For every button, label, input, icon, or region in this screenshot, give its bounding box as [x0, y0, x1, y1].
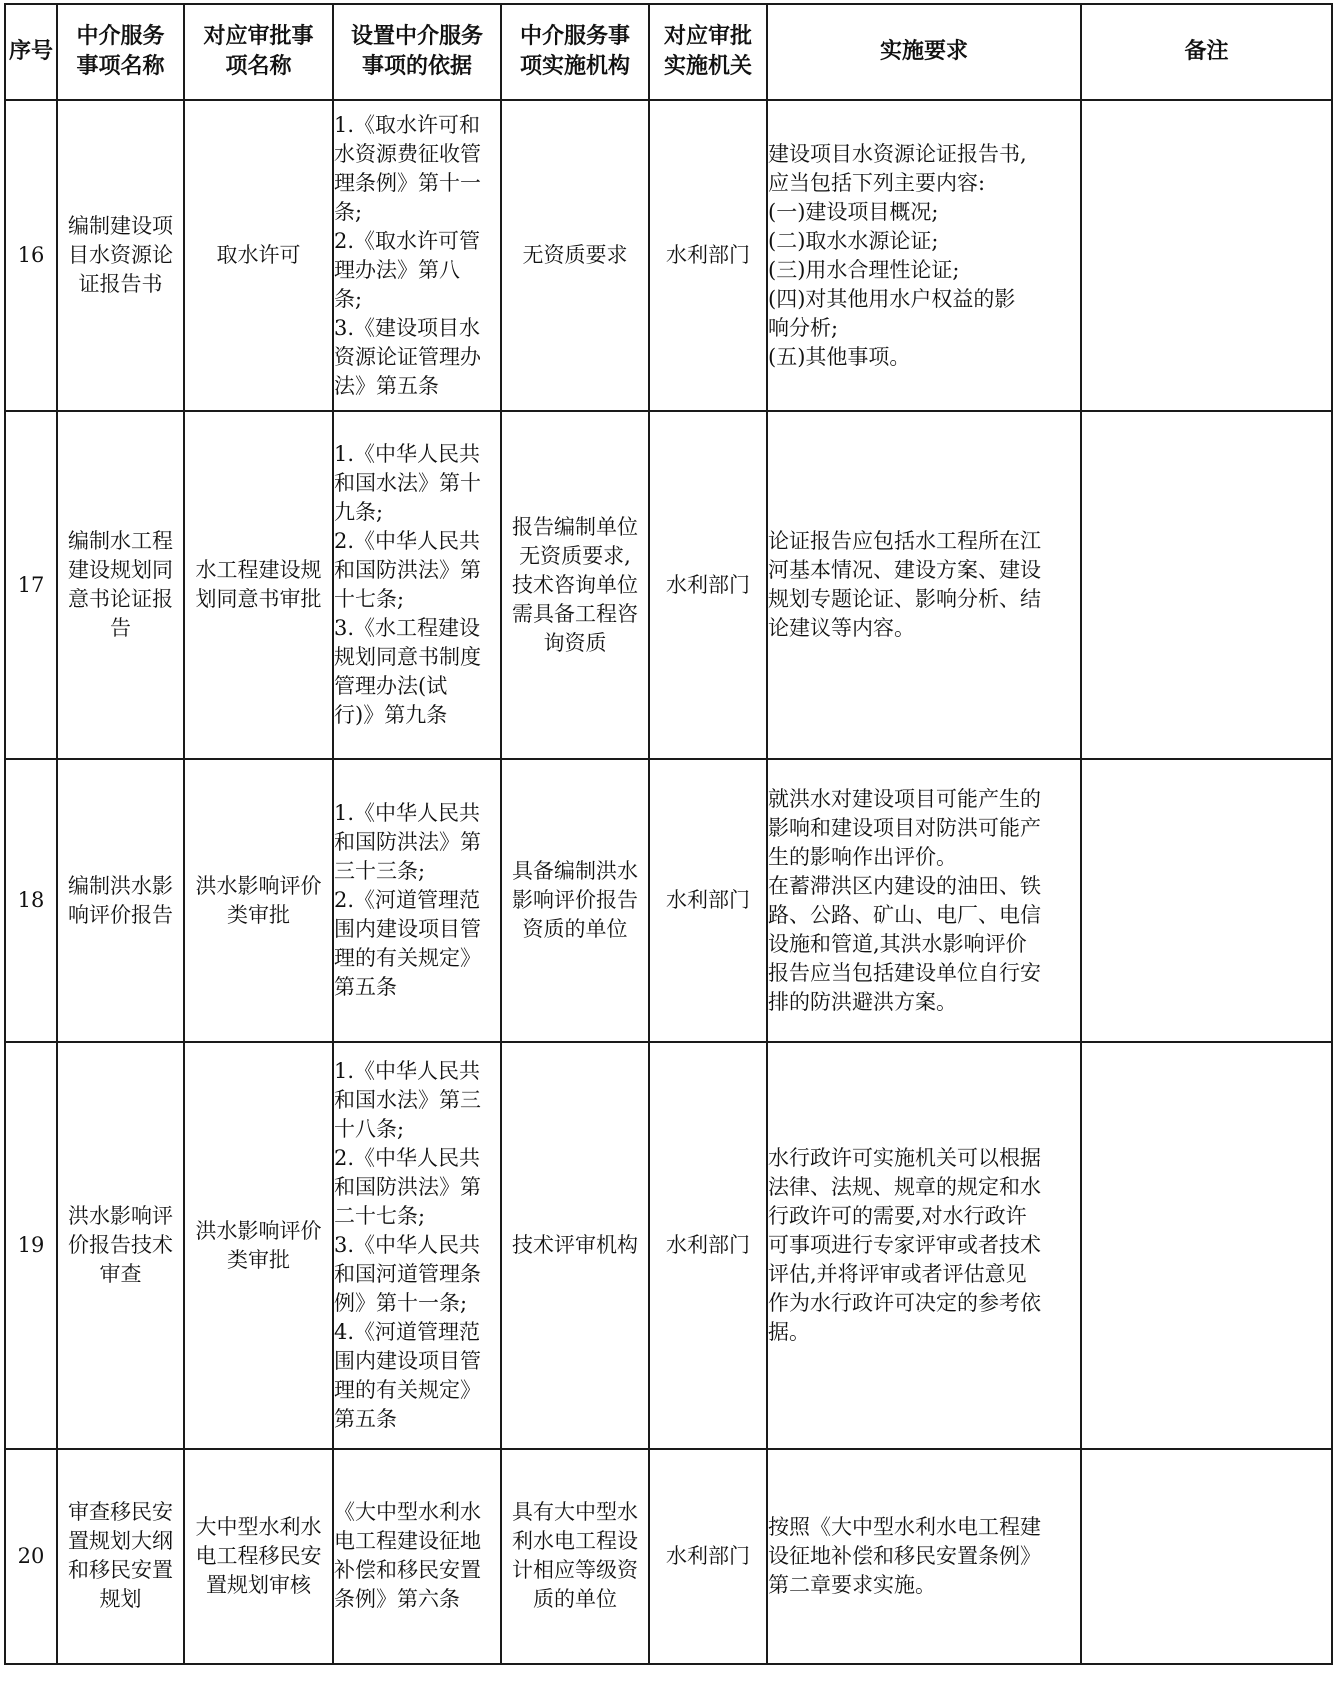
table-row [5, 759, 1332, 1043]
row-approval-name: 大中型水利水 电工程移民安 置规划审核 [184, 1449, 333, 1664]
header-service-name: 中介服务 事项名称 [57, 4, 184, 100]
row-agency: 具有大中型水 利水电工程设 计相应等级资 质的单位 [501, 1449, 649, 1664]
header-approval-name: 对应审批事 项名称 [184, 4, 333, 100]
row-requirement: 就洪水对建设项目可能产生的 影响和建设项目对防洪可能产 生的影响作出评价。 在蓄滞洪区内建设的油田、铁 路、公路、矿山、电厂、电信 设施和管道,其洪水影响评价 报告应当包括建设单位自行安 排的防洪避洪方案。 [767, 759, 1081, 1043]
row-basis: 1.《中华人民共 和国防洪法》第 三十三条; 2.《河道管理范 围内建设项目管 理的有关规定》 第五条 [333, 759, 501, 1043]
row-basis: 《大中型水利水 电工程建设征地 补偿和移民安置 条例》第六条 [333, 1449, 501, 1664]
row-service-name: 洪水影响评 价报告技术 审查 [57, 1042, 184, 1448]
row-basis: 1.《中华人民共 和国水法》第三 十八条; 2.《中华人民共 和国防洪法》第 二十七条; 3.《中华人民共 和国河道管理条 例》第十一条; 4.《河道管理范 围内建设项目管 理的有关规定》 第五条 [333, 1042, 501, 1448]
row-approval-name: 洪水影响评价 类审批 [184, 1042, 333, 1448]
row-service-name: 审查移民安 置规划大纲 和移民安置 规划 [57, 1449, 184, 1664]
table-row [5, 1042, 1332, 1448]
header-row [5, 4, 1332, 100]
header-authority: 对应审批 实施机关 [649, 4, 767, 100]
table-row [5, 1449, 1332, 1664]
row-agency: 具备编制洪水 影响评价报告 资质的单位 [501, 759, 649, 1043]
row-serial: 17 [5, 411, 57, 759]
row-requirement: 建设项目水资源论证报告书, 应当包括下列主要内容: (一)建设项目概况; (二)取水水源论证; (三)用水合理性论证; (四)对其他用水户权益的影 响分析; (五)其他事项。 [767, 100, 1081, 411]
row-requirement: 水行政许可实施机关可以根据 法律、法规、规章的规定和水 行政许可的需要,对水行政许 可事项进行专家评审或者技术 评估,并将评审或者评估意见 作为水行政许可决定的参考依 据。 [767, 1042, 1081, 1448]
row-authority: 水利部门 [649, 100, 767, 411]
row-agency: 报告编制单位 无资质要求, 技术咨询单位 需具备工程咨 询资质 [501, 411, 649, 759]
row-basis: 1.《中华人民共 和国水法》第十 九条; 2.《中华人民共 和国防洪法》第 十七条; 3.《水工程建设 规划同意书制度 管理办法(试 行)》第九条 [333, 411, 501, 759]
row-authority: 水利部门 [649, 1042, 767, 1448]
row-serial: 18 [5, 759, 57, 1043]
header-requirement: 实施要求 [767, 4, 1081, 100]
row-approval-name: 取水许可 [184, 100, 333, 411]
header-agency: 中介服务事 项实施机构 [501, 4, 649, 100]
header-basis: 设置中介服务 事项的依据 [333, 4, 501, 100]
row-remark [1081, 759, 1332, 1043]
row-remark [1081, 1042, 1332, 1448]
row-remark [1081, 100, 1332, 411]
row-service-name: 编制建设项 目水资源论 证报告书 [57, 100, 184, 411]
row-requirement: 按照《大中型水利水电工程建 设征地补偿和移民安置条例》 第二章要求实施。 [767, 1449, 1081, 1664]
row-remark [1081, 411, 1332, 759]
intermediary-services-table [4, 3, 1333, 1665]
table-row [5, 100, 1332, 411]
header-serial: 序号 [5, 4, 57, 100]
row-agency: 技术评审机构 [501, 1042, 649, 1448]
row-authority: 水利部门 [649, 411, 767, 759]
table-row [5, 411, 1332, 759]
document-page [4, 3, 1331, 1665]
row-requirement: 论证报告应包括水工程所在江 河基本情况、建设方案、建设 规划专题论证、影响分析、结 论建议等内容。 [767, 411, 1081, 759]
row-serial: 19 [5, 1042, 57, 1448]
row-service-name: 编制洪水影 响评价报告 [57, 759, 184, 1043]
row-authority: 水利部门 [649, 759, 767, 1043]
header-remark: 备注 [1081, 4, 1332, 100]
row-remark [1081, 1449, 1332, 1664]
row-approval-name: 水工程建设规 划同意书审批 [184, 411, 333, 759]
row-serial: 20 [5, 1449, 57, 1664]
row-service-name: 编制水工程 建设规划同 意书论证报 告 [57, 411, 184, 759]
row-basis: 1.《取水许可和 水资源费征收管 理条例》第十一 条; 2.《取水许可管 理办法》第八 条; 3.《建设项目水 资源论证管理办 法》第五条 [333, 100, 501, 411]
row-approval-name: 洪水影响评价 类审批 [184, 759, 333, 1043]
row-authority: 水利部门 [649, 1449, 767, 1664]
row-agency: 无资质要求 [501, 100, 649, 411]
row-serial: 16 [5, 100, 57, 411]
